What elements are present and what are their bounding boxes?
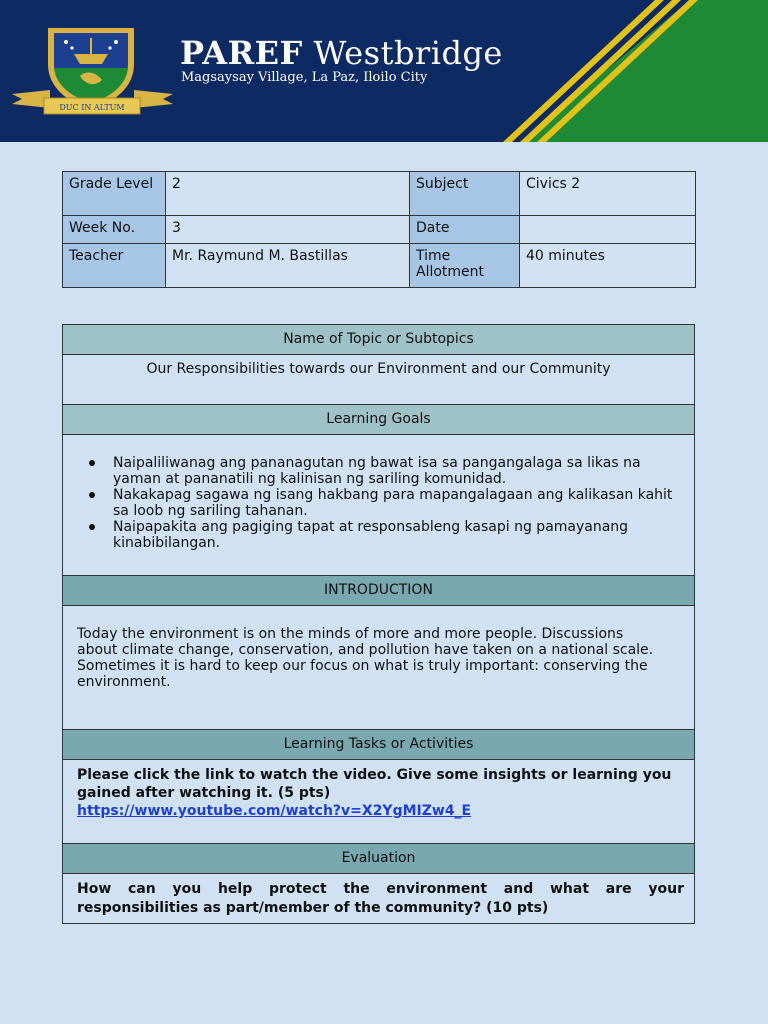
introduction-text: Today the environment is on the minds of more and more people. Discussions about climate change, conservation, and pollution have taken on a national scale. Sometimes it is hard to keep our focus on what is truly important: conserving the environment.	[63, 606, 694, 730]
page-header	[0, 0, 768, 142]
date-value	[520, 216, 696, 244]
learning-goal-item: Naipapakita ang pagiging tapat at responsableng kasapi ng pamayanang kinabibilangan.	[113, 519, 674, 551]
subject-label: Subject	[410, 172, 520, 216]
school-motto: DUC IN ALTUM	[59, 103, 125, 112]
teacher-value: Mr. Raymund M. Bastillas	[166, 244, 410, 288]
learning-goals-list	[113, 455, 674, 551]
evaluation-text: How can you help protect the environment and what are your responsibilities as part/member of the community? (10 pts)	[77, 881, 684, 916]
evaluation-heading: Evaluation	[63, 844, 694, 874]
school-crest-logo	[10, 24, 175, 119]
grade-level-label: Grade Level	[63, 172, 166, 216]
lesson-plan-table	[62, 324, 695, 924]
school-name: PAREF Westbridge	[180, 34, 503, 72]
learning-goal-item: Nakakapag sagawa ng isang hakbang para mapangalagaan ang kalikasan kahit sa loob ng sariling tahanan.	[113, 487, 673, 519]
school-address: Magsaysay Village, La Paz, Iloilo City	[181, 70, 428, 85]
learning-goals-body	[63, 435, 694, 576]
time-allotment-label: Time Allotment	[410, 244, 520, 288]
time-allotment-value: 40 minutes	[520, 244, 696, 288]
grade-level-value: 2	[166, 172, 410, 216]
learning-tasks-instruction: Please click the link to watch the video. Give some insights or learning you gained after watching it. (5 pts)	[77, 767, 672, 801]
week-no-label: Week No.	[63, 216, 166, 244]
subject-value: Civics 2	[520, 172, 696, 216]
topic-text: Our Responsibilities towards our Environment and our Community	[63, 355, 694, 405]
lesson-info-table	[62, 171, 696, 288]
video-link[interactable]: https://www.youtube.com/watch?v=X2YgMIZw4_E	[77, 803, 472, 819]
learning-goals-heading: Learning Goals	[63, 405, 694, 435]
week-no-value: 3	[166, 216, 410, 244]
learning-goal-item: Naipaliliwanag ang pananagutan ng bawat isa sa pangangalaga sa likas na yaman at pananatili ng kalinisan ng sariling komunidad.	[113, 455, 674, 487]
learning-tasks-body	[63, 760, 694, 844]
date-label: Date	[410, 216, 520, 244]
introduction-heading: INTRODUCTION	[63, 576, 694, 606]
learning-tasks-heading: Learning Tasks or Activities	[63, 730, 694, 760]
teacher-label: Teacher	[63, 244, 166, 288]
topic-heading: Name of Topic or Subtopics	[63, 325, 694, 355]
